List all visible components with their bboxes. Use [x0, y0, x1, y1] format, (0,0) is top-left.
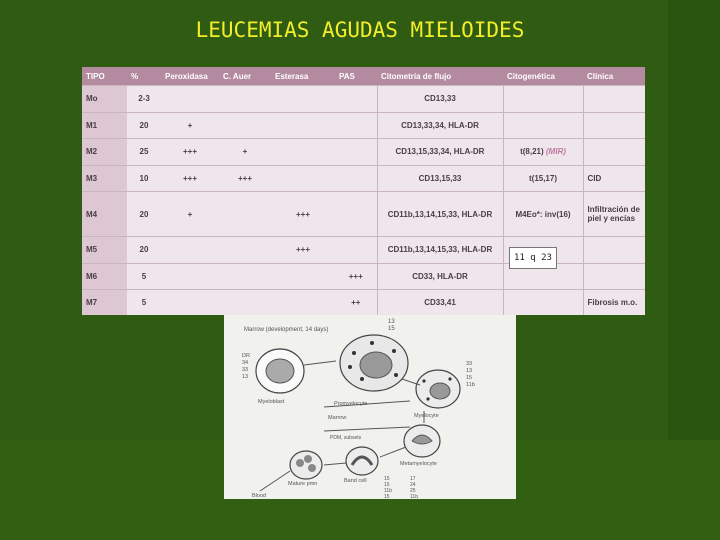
citogenetica-value: t(8,21): [520, 147, 544, 157]
cell-tipo: M7: [82, 290, 127, 315]
aml-classification-table: [82, 67, 645, 315]
table-row: [82, 192, 645, 237]
marker-bottom: 11b: [410, 494, 418, 499]
cell-citometria: CD13,15,33: [377, 165, 503, 192]
cell-esterasa: +++: [271, 192, 335, 237]
marker-left: DR: [242, 353, 250, 359]
header-citometria: Citometría de flujo: [377, 67, 503, 86]
marker-bottom: 15: [384, 494, 390, 499]
marker-right: 15: [466, 375, 473, 381]
cell-percent: 20: [127, 237, 161, 264]
cell-clinica: [583, 112, 645, 139]
cell-label: Band cell: [344, 478, 367, 484]
cell-clinica: [583, 139, 645, 166]
cell-peroxidasa: +: [161, 192, 219, 237]
cell-pas: ++: [335, 290, 377, 315]
citogenetica-note: (MIR): [545, 147, 566, 157]
cell-pas: [335, 112, 377, 139]
cell-pas: +++: [335, 263, 377, 290]
myeloid-maturation-diagram: [224, 315, 516, 499]
cell-esterasa: [271, 139, 335, 166]
cell-citometria: CD11b,13,14,15,33, HLA-DR: [377, 237, 503, 264]
cell-clinica: [583, 263, 645, 290]
marker-top: 15: [388, 326, 395, 332]
diagram-header: Marrow (development, 14 days): [244, 327, 329, 333]
arrow-label: Marrow: [328, 415, 347, 421]
cell-label: Mature pmn: [288, 481, 318, 487]
cell-peroxidasa: [161, 263, 219, 290]
table-row: [82, 112, 645, 139]
cell-clinica: [583, 237, 645, 264]
cell-tipo: M1: [82, 112, 127, 139]
cell-auer: +: [219, 139, 271, 166]
cell-citometria: CD33, HLA-DR: [377, 263, 503, 290]
mature-pmn-cell: [290, 451, 322, 479]
cell-auer: [219, 86, 271, 113]
cell-pas: [335, 86, 377, 113]
cell-citogenetica: t(15,17): [503, 165, 583, 192]
cell-citometria: CD11b,13,14,15,33, HLA-DR: [377, 192, 503, 237]
table-row: [82, 263, 645, 290]
cell-clinica: CID: [583, 165, 645, 192]
cell-tipo: M6: [82, 263, 127, 290]
cell-peroxidasa: +++: [161, 165, 219, 192]
cell-percent: 20: [127, 112, 161, 139]
table-row: [82, 290, 645, 315]
cell-label: Myeloblast: [258, 399, 285, 405]
table-header-row: [82, 67, 645, 86]
header-pas: PAS: [335, 67, 377, 86]
cell-percent: 20: [127, 192, 161, 237]
header-peroxidasa: Peroxidasa: [161, 67, 219, 86]
marker-right: 33: [466, 361, 473, 367]
metamyelocyte-cell: [404, 425, 440, 457]
cell-pas: [335, 165, 377, 192]
promyelocyte-cell: [340, 335, 408, 391]
marker-bottom: 24: [410, 482, 416, 488]
marker-bottom: 15: [384, 482, 390, 488]
cell-auer: [219, 237, 271, 264]
header-clinica: Clínica: [583, 67, 645, 86]
cell-tipo: M3: [82, 165, 127, 192]
cell-pas: [335, 139, 377, 166]
table-row: [82, 165, 645, 192]
header-tipo: TIPO: [82, 67, 127, 86]
marker-right: 13: [466, 368, 473, 374]
marker-left: 33: [242, 367, 249, 373]
cell-label: Metamyelocyte: [400, 461, 437, 467]
cell-tipo: Mo: [82, 86, 127, 113]
cell-esterasa: [271, 112, 335, 139]
myelocyte-cell: [416, 370, 460, 408]
cell-tipo: M2: [82, 139, 127, 166]
marker-bottom: 17: [410, 476, 416, 482]
cell-citometria: CD33,41: [377, 290, 503, 315]
cell-peroxidasa: +++: [161, 139, 219, 166]
header-esterasa: Esterasa: [271, 67, 335, 86]
cell-percent: 5: [127, 290, 161, 315]
marker-bottom: 11b: [384, 488, 392, 494]
cell-peroxidasa: [161, 237, 219, 264]
cytogenetics-overlay-label: 11 q 23: [509, 247, 557, 269]
cell-esterasa: [271, 290, 335, 315]
band-cell: [346, 447, 378, 475]
cell-auer: [219, 263, 271, 290]
table-row: [82, 139, 645, 166]
cell-peroxidasa: [161, 290, 219, 315]
cell-auer: +++: [219, 165, 271, 192]
header-percent: %: [127, 67, 161, 86]
cell-label: Myelocyte: [414, 413, 439, 419]
slide-title: LEUCEMIAS AGUDAS MIELOIDES: [195, 18, 525, 42]
marker-right: 11b: [466, 382, 475, 388]
cell-pas: [335, 192, 377, 237]
cell-peroxidasa: +: [161, 112, 219, 139]
cell-clinica: Infiltración de piel y encías: [583, 192, 645, 237]
cell-esterasa: [271, 165, 335, 192]
table-row: [82, 86, 645, 113]
myeloblast-cell: [256, 349, 304, 393]
cell-clinica: [583, 86, 645, 113]
arrow-label: PDM, subsets: [330, 435, 362, 441]
cell-esterasa: +++: [271, 237, 335, 264]
cell-peroxidasa: [161, 86, 219, 113]
cell-citogenetica: [503, 139, 583, 166]
marker-bottom: 15: [384, 476, 390, 482]
cell-auer: [219, 112, 271, 139]
header-citogenetica: Citogenética: [503, 67, 583, 86]
cell-citogenetica: [503, 112, 583, 139]
cell-percent: 25: [127, 139, 161, 166]
cell-citogenetica: [503, 290, 583, 315]
cell-citometria: CD13,15,33,34, HLA-DR: [377, 139, 503, 166]
cell-clinica: Fibrosis m.o.: [583, 290, 645, 315]
cell-esterasa: [271, 263, 335, 290]
cell-citometria: CD13,33,34, HLA-DR: [377, 112, 503, 139]
cell-auer: [219, 290, 271, 315]
marker-bottom: 25: [410, 488, 416, 494]
cell-percent: 5: [127, 263, 161, 290]
cell-auer: [219, 192, 271, 237]
cell-citogenetica: [503, 86, 583, 113]
cell-label: Promyelocyte: [334, 401, 368, 407]
table-row: [82, 237, 645, 264]
marker-top: 13: [388, 319, 395, 325]
cell-esterasa: [271, 86, 335, 113]
cell-tipo: M5: [82, 237, 127, 264]
cell-percent: 2-3: [127, 86, 161, 113]
marker-left: 34: [242, 360, 249, 366]
marker-left: 13: [242, 374, 249, 380]
cell-citometria: CD13,33: [377, 86, 503, 113]
cell-citogenetica: M4Eo*: inv(16): [503, 192, 583, 237]
header-auer: C. Auer: [219, 67, 271, 86]
cell-tipo: M4: [82, 192, 127, 237]
cell-pas: [335, 237, 377, 264]
arrow-label: Blood: [252, 493, 267, 499]
cell-percent: 10: [127, 165, 161, 192]
